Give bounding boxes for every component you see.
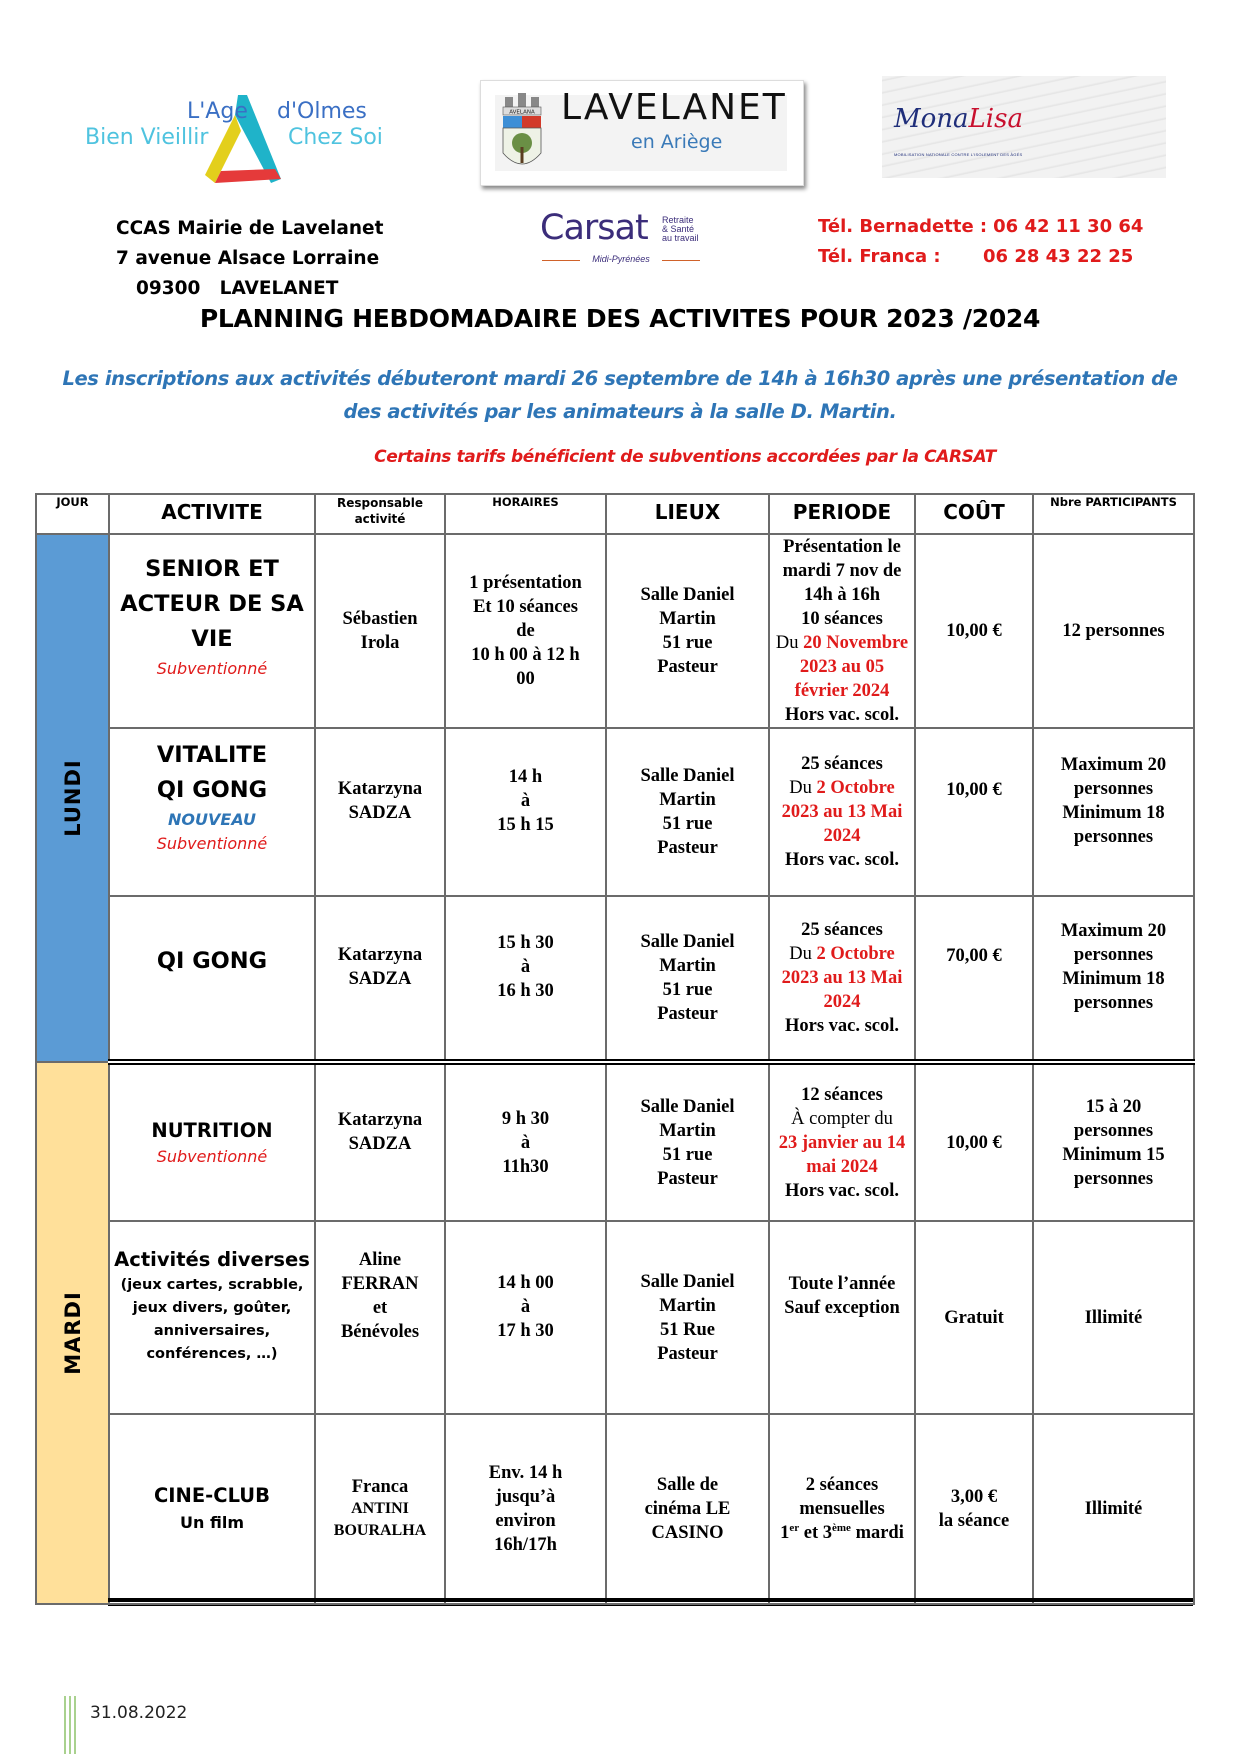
phone-number[interactable]: 06 28 43 22 25 (983, 246, 1134, 267)
participants-line: Maximum 20 (1060, 755, 1167, 775)
address-block (116, 214, 383, 304)
periode-line: 25 séances (801, 920, 883, 940)
lieu-line: Martin (659, 956, 716, 976)
lieu-line: cinéma LE (644, 1499, 731, 1519)
participants-line: Minimum 18 (1062, 969, 1165, 989)
participants-line: personnes (1073, 827, 1154, 847)
intro-text: Les inscriptions aux activités débuteront mardi 26 septembre de 14h à 16h30 après une présentation de des activités par les animateurs à la salle D. Martin. (62, 367, 1178, 423)
activity-name: QI GONG (156, 777, 268, 803)
activity-description: anniversaires, (153, 1322, 271, 1339)
responsable-cell (315, 896, 445, 1062)
cout-cell: 10,00 € (915, 534, 1033, 728)
horaires-cell (445, 1221, 606, 1414)
participants-line: Illimité (1084, 1499, 1143, 1519)
header-horaires: HORAIRES (445, 494, 606, 534)
responsable-name: SADZA (348, 803, 412, 823)
periode-line: Sauf exception (784, 1297, 900, 1318)
lieu-line: Martin (659, 1295, 716, 1316)
horaire-line: 14 h 00 (497, 1272, 554, 1293)
lieu-line: Pasteur (657, 1168, 718, 1189)
periode-cell (769, 534, 915, 728)
logo-monalisa (882, 76, 1166, 178)
participants-line: 15 à 20 (1085, 1096, 1142, 1117)
lieux-cell (606, 1221, 769, 1414)
horaires-cell (445, 728, 606, 896)
periode-line: mensuelles (799, 1499, 885, 1519)
participants-line: personnes (1073, 945, 1154, 965)
participants-line: Minimum 15 (1062, 1144, 1165, 1165)
lieu-line: Martin (659, 1120, 716, 1141)
lieu-line: Salle de (656, 1475, 719, 1495)
table-row (36, 534, 1194, 728)
lieu-line: 51 Rue (660, 1319, 715, 1340)
carsat-region: Midi-Pyrénées (540, 254, 702, 264)
activity-cell (109, 728, 315, 896)
periode-du: Du (789, 778, 812, 798)
periode-cell (769, 896, 915, 1062)
phone-label: Tél. Franca : (818, 246, 941, 267)
responsable-cell (315, 728, 445, 896)
phone-label: Tél. Bernadette : (818, 216, 988, 237)
signature-mona: Mona (894, 104, 969, 134)
subsidized-tag: Subventionné (156, 834, 268, 853)
activity-cell (109, 896, 315, 1062)
carsat-side-text (662, 216, 699, 243)
activity-name: CINE-CLUB (153, 1484, 271, 1507)
horaire-line: 16 h 30 (497, 981, 554, 1001)
participants-line: Maximum 20 (1060, 921, 1167, 941)
horaire-line: 14 h (508, 767, 543, 787)
periode-line: 12 séances (801, 1084, 883, 1105)
horaire-line: à (520, 1132, 531, 1153)
periode-date: 2023 au 13 Mai (781, 968, 903, 988)
carsat-side-line: au travail (662, 233, 699, 243)
lieu-line: Pasteur (657, 657, 718, 677)
table-row (36, 728, 1194, 896)
horaire-line: 15 h 30 (497, 933, 554, 953)
cout-cell: 10,00 € (915, 1062, 1033, 1221)
table-row (36, 1062, 1194, 1221)
address-line-3: 09300 LAVELANET (136, 278, 339, 299)
participants-line: personnes (1073, 993, 1154, 1013)
periode-cell (769, 728, 915, 896)
participants-line: personnes (1073, 779, 1154, 799)
participants-line: 12 personnes (1062, 621, 1165, 641)
horaire-line: 10 h 00 à 12 h (471, 645, 580, 665)
periode-date: février 2024 (794, 681, 890, 701)
logo-monalisa-tagline: MOBILISATION NATIONALE CONTRE L'ISOLEMENT DES ÂGÉS (894, 152, 1023, 157)
horaires-cell (445, 534, 606, 728)
subsidy-notice: Certains tarifs bénéficient de subventions accordées par la CARSAT (374, 447, 996, 467)
horaire-line: 15 h 15 (497, 815, 554, 835)
cout-cell (915, 1414, 1033, 1604)
periode-date: 2 Octobre (816, 778, 895, 798)
lieu-line: Pasteur (657, 1343, 718, 1364)
lieu-line: 51 rue (662, 1144, 713, 1165)
horaire-line: environ (495, 1511, 556, 1531)
lieux-cell (606, 728, 769, 896)
header-periode: PERIODE (769, 494, 915, 534)
participants-line: personnes (1073, 1168, 1154, 1189)
lieu-line: 51 rue (662, 814, 713, 834)
lieu-line: Salle Daniel (640, 585, 735, 605)
address-line-1: CCAS Mairie de Lavelanet (116, 218, 384, 239)
periode-cell (769, 1062, 915, 1221)
lieu-line: Martin (659, 790, 716, 810)
phone-row-bernadette (818, 212, 1143, 242)
periode-date: 23 janvier au 14 (778, 1132, 906, 1153)
phone-number[interactable]: 06 42 11 30 64 (993, 216, 1144, 237)
activity-cell (109, 534, 315, 728)
responsable-cell (315, 534, 445, 728)
lieu-line: CASINO (651, 1523, 724, 1543)
participants-cell (1033, 1414, 1194, 1604)
activity-name: Activités diverses (114, 1247, 310, 1271)
periode-date: mai 2024 (806, 1156, 878, 1177)
horaire-line: jusqu’à (495, 1487, 556, 1507)
periode-line: Toute l’année (788, 1273, 896, 1294)
responsable-name: SADZA (348, 1133, 412, 1154)
logo-lavelanet (480, 80, 804, 186)
participants-cell (1033, 1221, 1194, 1414)
cout-value: 10,00 € (946, 780, 1002, 800)
responsable-cell (315, 1414, 445, 1604)
table-header-row (36, 494, 1194, 534)
logo-text-dolmes: d'Olmes (277, 99, 367, 124)
cout-value: 70,00 € (946, 946, 1002, 966)
periode-date: 2024 (823, 992, 861, 1012)
activity-description: (jeux cartes, scrabble, (120, 1276, 304, 1293)
phone-row-franca (818, 242, 1143, 272)
signature-lisa: Lisa (968, 104, 1023, 134)
participants-line: Illimité (1084, 1307, 1143, 1328)
participants-line: personnes (1073, 1120, 1154, 1141)
periode-line: Hors vac. scol. (784, 1180, 900, 1201)
activity-subtitle: Un film (180, 1513, 244, 1532)
responsable-name: BOURALHA (333, 1522, 427, 1539)
periode-cell (769, 1221, 915, 1414)
day-cell-lundi (36, 534, 109, 1062)
responsable-name: Bénévoles (340, 1321, 420, 1342)
periode-cell (769, 1414, 915, 1604)
responsable-name: Franca (351, 1477, 409, 1497)
lieux-cell (606, 534, 769, 728)
horaire-line: à (520, 957, 531, 977)
activity-name: QI GONG (156, 947, 268, 974)
horaire-line: à (520, 1296, 531, 1317)
participants-cell (1033, 728, 1194, 896)
periode-date: 2023 au 13 Mai (781, 802, 903, 822)
table-row (36, 896, 1194, 1062)
carsat-side-line: Retraite (662, 215, 694, 225)
periode-du: Du (789, 944, 812, 964)
activity-description: conférences, …) (146, 1345, 278, 1362)
responsable-name: Katarzyna (337, 779, 423, 799)
cout-cell (915, 728, 1033, 896)
logo-text-chez-soi: Chez Soi (288, 125, 383, 150)
header-jour: JOUR (36, 494, 109, 534)
cout-cell: Gratuit (915, 1221, 1033, 1414)
table-row (36, 1221, 1194, 1414)
periode-du: Du (775, 633, 799, 653)
responsable-name: Sébastien (342, 609, 418, 629)
responsable-name: SADZA (348, 969, 412, 989)
lieu-line: Salle Daniel (640, 766, 735, 786)
lieu-line: Salle Daniel (640, 1096, 735, 1117)
schedule-table (35, 493, 1195, 1605)
activity-name: VIE (191, 625, 233, 652)
lieu-line: 51 rue (662, 633, 713, 653)
day-cell-mardi (36, 1062, 109, 1604)
address-line-2: 7 avenue Alsace Lorraine (116, 248, 380, 269)
participants-line: Minimum 18 (1062, 803, 1165, 823)
logo-monalisa-signature (894, 104, 1023, 134)
logo-lavelanet-subtitle: en Ariège (631, 131, 723, 153)
participants-cell (1033, 896, 1194, 1062)
logo-age-dolmes (85, 95, 385, 195)
responsable-name: ANTINI (351, 1500, 409, 1517)
horaire-line: 16h/17h (494, 1535, 557, 1555)
horaire-line: Et 10 séances (473, 597, 578, 617)
horaire-line: de (516, 621, 535, 641)
crest-icon (499, 83, 545, 183)
subsidized-tag: Subventionné (156, 1146, 268, 1166)
activity-cell (109, 1414, 315, 1604)
periode-line: 1er et 3ème mardi (780, 1521, 904, 1543)
lieu-line: Martin (659, 609, 716, 629)
lieu-line: 51 rue (662, 980, 713, 1000)
lieu-line: Pasteur (657, 838, 718, 858)
periode-line: Hors vac. scol. (784, 1016, 900, 1036)
svg-text:AVELANA: AVELANA (509, 109, 535, 116)
header-responsable: Responsable activité (315, 494, 445, 534)
responsable-name: Katarzyna (337, 945, 423, 965)
participants-cell (1033, 534, 1194, 728)
header-cout: COÛT (915, 494, 1033, 534)
table-row (36, 1414, 1194, 1604)
activity-name: SENIOR ET (145, 555, 279, 582)
horaire-line: à (520, 791, 531, 811)
horaire-line: Env. 14 h (488, 1463, 563, 1483)
horaire-line: 00 (516, 669, 535, 689)
horaires-cell (445, 1062, 606, 1221)
responsable-name: Irola (360, 633, 400, 653)
cout-value: la séance (938, 1511, 1010, 1531)
subsidized-tag: Subventionné (156, 658, 268, 678)
cout-cell (915, 896, 1033, 1062)
activity-name: VITALITE (156, 742, 268, 768)
logo-text-lage: L'Age (187, 99, 248, 124)
activity-cell (109, 1062, 315, 1221)
lieu-line: Pasteur (657, 1004, 718, 1024)
table-bottom-rule (108, 1598, 1193, 1606)
periode-line: Présentation le (783, 537, 901, 557)
lieux-cell (606, 1414, 769, 1604)
lieux-cell (606, 1062, 769, 1221)
horaire-line: 9 h 30 (501, 1108, 550, 1129)
activity-cell (109, 1221, 315, 1414)
footer-bars-icon (64, 1696, 76, 1754)
periode-line: Hors vac. scol. (784, 705, 900, 725)
carsat-word: Carsat (540, 208, 648, 248)
horaire-line: 11h30 (502, 1156, 549, 1177)
lieux-cell (606, 896, 769, 1062)
responsable-name: Katarzyna (337, 1109, 423, 1130)
header-participants: Nbre PARTICIPANTS (1033, 494, 1194, 534)
periode-date: 2023 au 05 (799, 657, 885, 677)
day-label-lundi: LUNDI (60, 759, 85, 837)
activity-description: jeux divers, goûter, (132, 1299, 292, 1316)
carsat-side-line: & Santé (662, 224, 695, 234)
footer-date: 31.08.2022 (90, 1703, 188, 1723)
activity-name: NUTRITION (151, 1118, 273, 1142)
phone-contacts (818, 212, 1143, 272)
header-activite: ACTIVITE (109, 494, 315, 534)
horaire-line: 1 présentation (469, 573, 582, 593)
responsable-cell (315, 1062, 445, 1221)
periode-line: mardi 7 nov de (782, 561, 902, 581)
activity-name: ACTEUR DE SA (120, 590, 304, 617)
responsable-name: FERRAN (341, 1273, 419, 1294)
periode-du: À compter du (791, 1108, 893, 1129)
lieu-line: Salle Daniel (640, 1271, 735, 1292)
responsable-cell (315, 1221, 445, 1414)
periode-line: 14h à 16h (803, 585, 881, 605)
responsable-name: et (372, 1297, 388, 1318)
horaires-cell (445, 1414, 606, 1604)
horaires-cell (445, 896, 606, 1062)
new-tag: NOUVEAU (168, 810, 256, 829)
periode-line: Hors vac. scol. (784, 850, 900, 870)
page-title: PLANNING HEBDOMADAIRE DES ACTIVITES POUR 2023 /2024 (199, 304, 1041, 333)
periode-line: 10 séances (801, 609, 883, 629)
responsable-name: Aline (358, 1249, 402, 1270)
cout-value: 3,00 € (950, 1487, 998, 1507)
periode-line: 2 séances (805, 1475, 879, 1495)
day-label-mardi: MARDI (60, 1291, 85, 1375)
header-lieux: LIEUX (606, 494, 769, 534)
periode-date: 20 Novembre (803, 633, 909, 653)
logo-text-bien-vieillir: Bien Vieillir (85, 125, 209, 150)
logo-lavelanet-name: LAVELANET (561, 87, 787, 128)
horaire-line: 17 h 30 (497, 1320, 554, 1341)
periode-line: 25 séances (801, 754, 883, 774)
periode-date: 2 Octobre (816, 944, 895, 964)
lieu-line: Salle Daniel (640, 932, 735, 952)
logo-carsat (540, 208, 702, 268)
periode-date: 2024 (823, 826, 861, 846)
participants-cell (1033, 1062, 1194, 1221)
